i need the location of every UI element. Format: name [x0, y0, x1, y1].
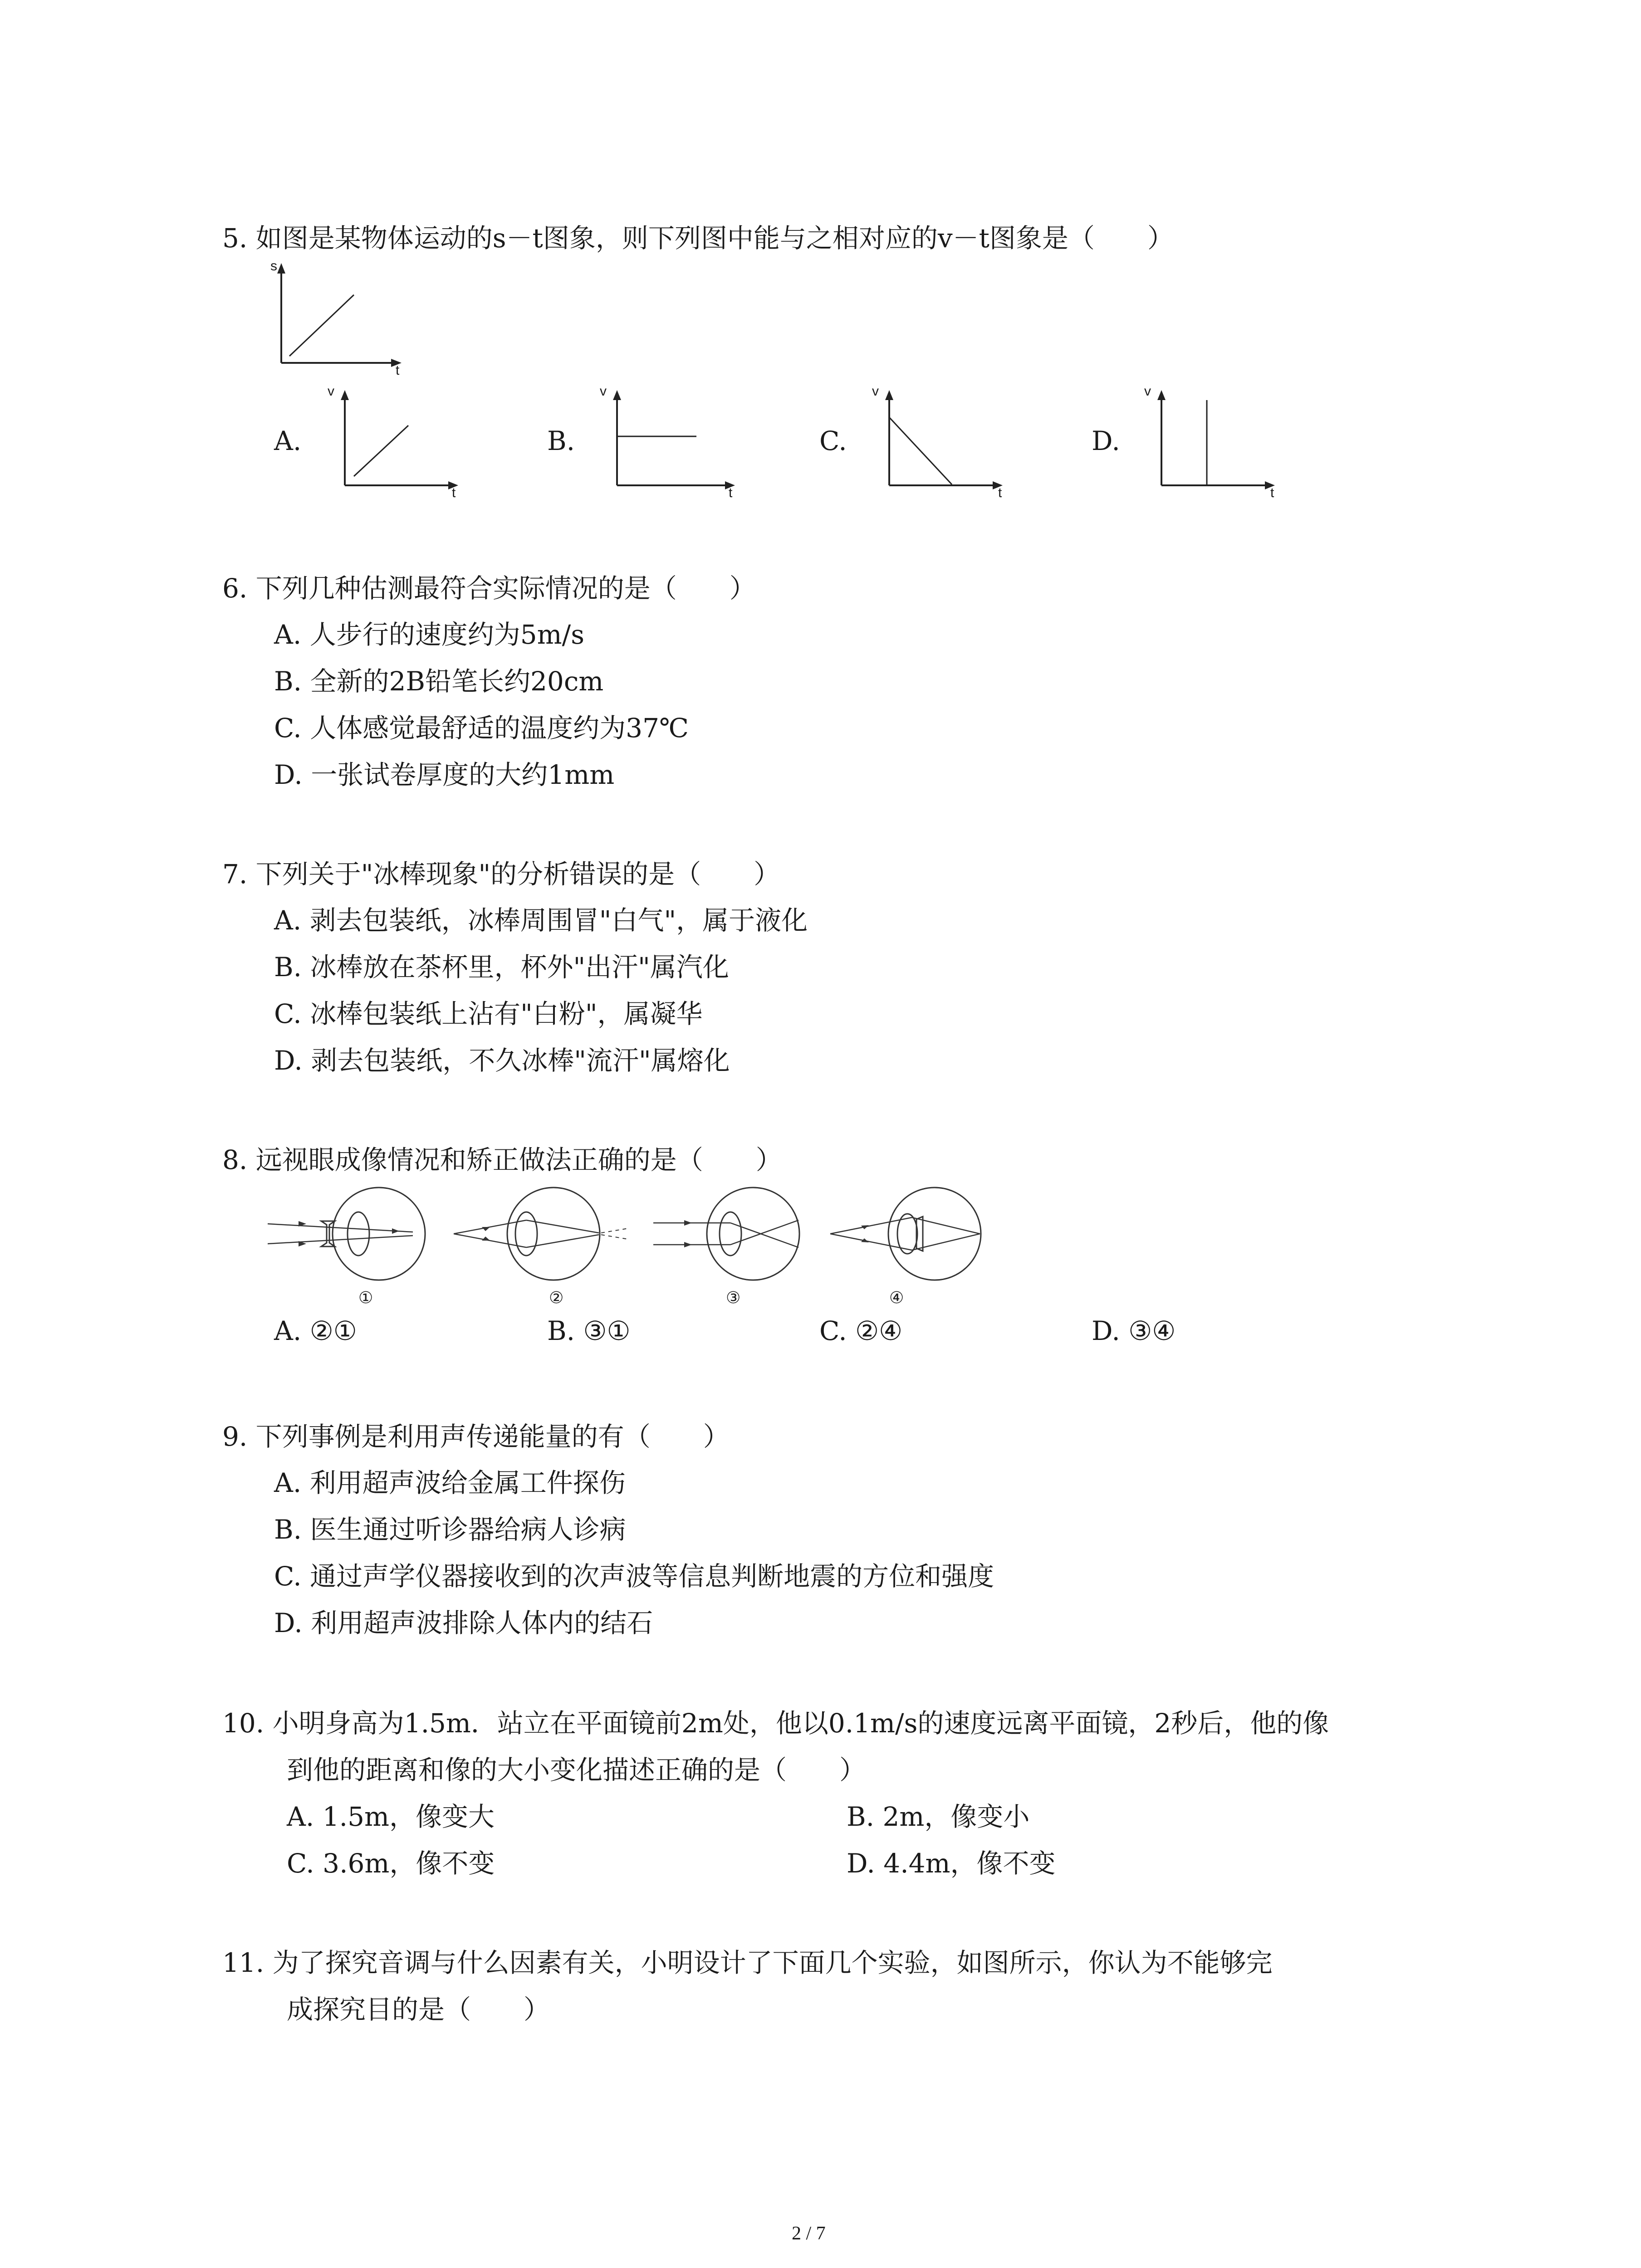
a-y-label: v: [328, 384, 334, 399]
q5-st-graph: [268, 254, 413, 390]
eye-diagram-4: [826, 1179, 998, 1288]
eye-label-4: ④: [889, 1288, 904, 1307]
q10-stem-line2: 到他的距离和像的大小变化描述正确的是（ ）: [287, 1755, 866, 1785]
q10-option-a[interactable]: A. 1.5m，像变大: [287, 1801, 495, 1832]
eye-label-1: ①: [358, 1288, 373, 1307]
q6-stem: 6. 下列几种估测最符合实际情况的是（ ）: [222, 573, 756, 604]
q11-stem-line2: 成探究目的是（ ）: [287, 1994, 550, 2025]
q6-option-d[interactable]: D. 一张试卷厚度的大约1mm: [274, 759, 615, 790]
q5-stem: 5. 如图是某物体运动的s－t图象，则下列图中能与之相对应的v－t图象是（ ）: [222, 223, 1174, 254]
b-y-label: v: [600, 384, 607, 399]
eye-diagram-3: [649, 1179, 830, 1288]
eye-diagram-2: [449, 1179, 640, 1288]
q5-option-b[interactable]: B.: [547, 425, 575, 456]
page-number: 2 / 7: [792, 2223, 826, 2244]
d-y-label: v: [1144, 384, 1151, 399]
q9-option-d[interactable]: D. 利用超声波排除人体内的结石: [274, 1608, 653, 1638]
q7-stem: 7. 下列关于"冰棒现象"的分析错误的是（ ）: [222, 859, 780, 890]
q5-option-a[interactable]: A.: [274, 425, 302, 456]
st-x-label: t: [396, 363, 400, 378]
q5-option-d[interactable]: D.: [1092, 425, 1120, 456]
eye-diagram-1: [263, 1179, 436, 1288]
q6-option-b[interactable]: B. 全新的2B铅笔长约20cm: [274, 666, 604, 697]
q8-option-b[interactable]: B. ③①: [547, 1315, 631, 1346]
d-x-label: t: [1270, 485, 1274, 500]
c-x-label: t: [998, 485, 1002, 500]
q10-option-d[interactable]: D. 4.4m，像不变: [847, 1848, 1056, 1879]
q9-option-b[interactable]: B. 医生通过听诊器给病人诊病: [274, 1514, 626, 1545]
q9-stem: 9. 下列事例是利用声传递能量的有（ ）: [222, 1421, 730, 1452]
q8-stem: 8. 远视眼成像情况和矫正做法正确的是（ ）: [222, 1144, 782, 1175]
q10-option-c[interactable]: C. 3.6m，像不变: [287, 1848, 495, 1879]
q7-option-c[interactable]: C. 冰棒包装纸上沾有"白粉"，属凝华: [274, 998, 703, 1029]
q8-option-c[interactable]: C. ②④: [819, 1315, 903, 1346]
q9-option-c[interactable]: C. 通过声学仪器接收到的次声波等信息判断地震的方位和强度: [274, 1561, 994, 1592]
q6-option-a[interactable]: A. 人步行的速度约为5m/s: [274, 619, 584, 650]
q5-graph-b: [608, 386, 744, 503]
q10-option-b[interactable]: B. 2m，像变小: [847, 1801, 1030, 1832]
q9-option-a[interactable]: A. 利用超声波给金属工件探伤: [274, 1467, 626, 1498]
q5-option-c[interactable]: C.: [819, 425, 847, 456]
q7-option-d[interactable]: D. 剥去包装纸，不久冰棒"流汗"属熔化: [274, 1045, 730, 1076]
eye-label-2: ②: [549, 1288, 564, 1307]
q8-option-d[interactable]: D. ③④: [1092, 1315, 1176, 1346]
c-y-label: v: [872, 384, 879, 399]
q5-graph-d: [1152, 386, 1288, 503]
st-y-label: s: [270, 259, 277, 274]
q6-option-c[interactable]: C. 人体感觉最舒适的温度约为37℃: [274, 713, 689, 743]
q5-graph-c: [880, 386, 1016, 503]
b-x-label: t: [729, 485, 733, 500]
q8-option-a[interactable]: A. ②①: [274, 1315, 357, 1346]
q11-stem-line1: 11. 为了探究音调与什么因素有关，小明设计了下面几个实验，如图所示，你认为不能够完: [222, 1947, 1273, 1978]
q10-stem-line1: 10. 小明身高为1.5m．站立在平面镜前2m处，他以0.1m/s的速度远离平面镜，2秒后，他的像: [222, 1708, 1329, 1739]
eye-label-3: ③: [726, 1288, 741, 1307]
q7-option-b[interactable]: B. 冰棒放在茶杯里，杯外"出汗"属汽化: [274, 952, 729, 982]
q5-graph-a: [336, 386, 467, 503]
q7-option-a[interactable]: A. 剥去包装纸，冰棒周围冒"白气"，属于液化: [274, 905, 808, 936]
a-x-label: t: [452, 485, 456, 500]
